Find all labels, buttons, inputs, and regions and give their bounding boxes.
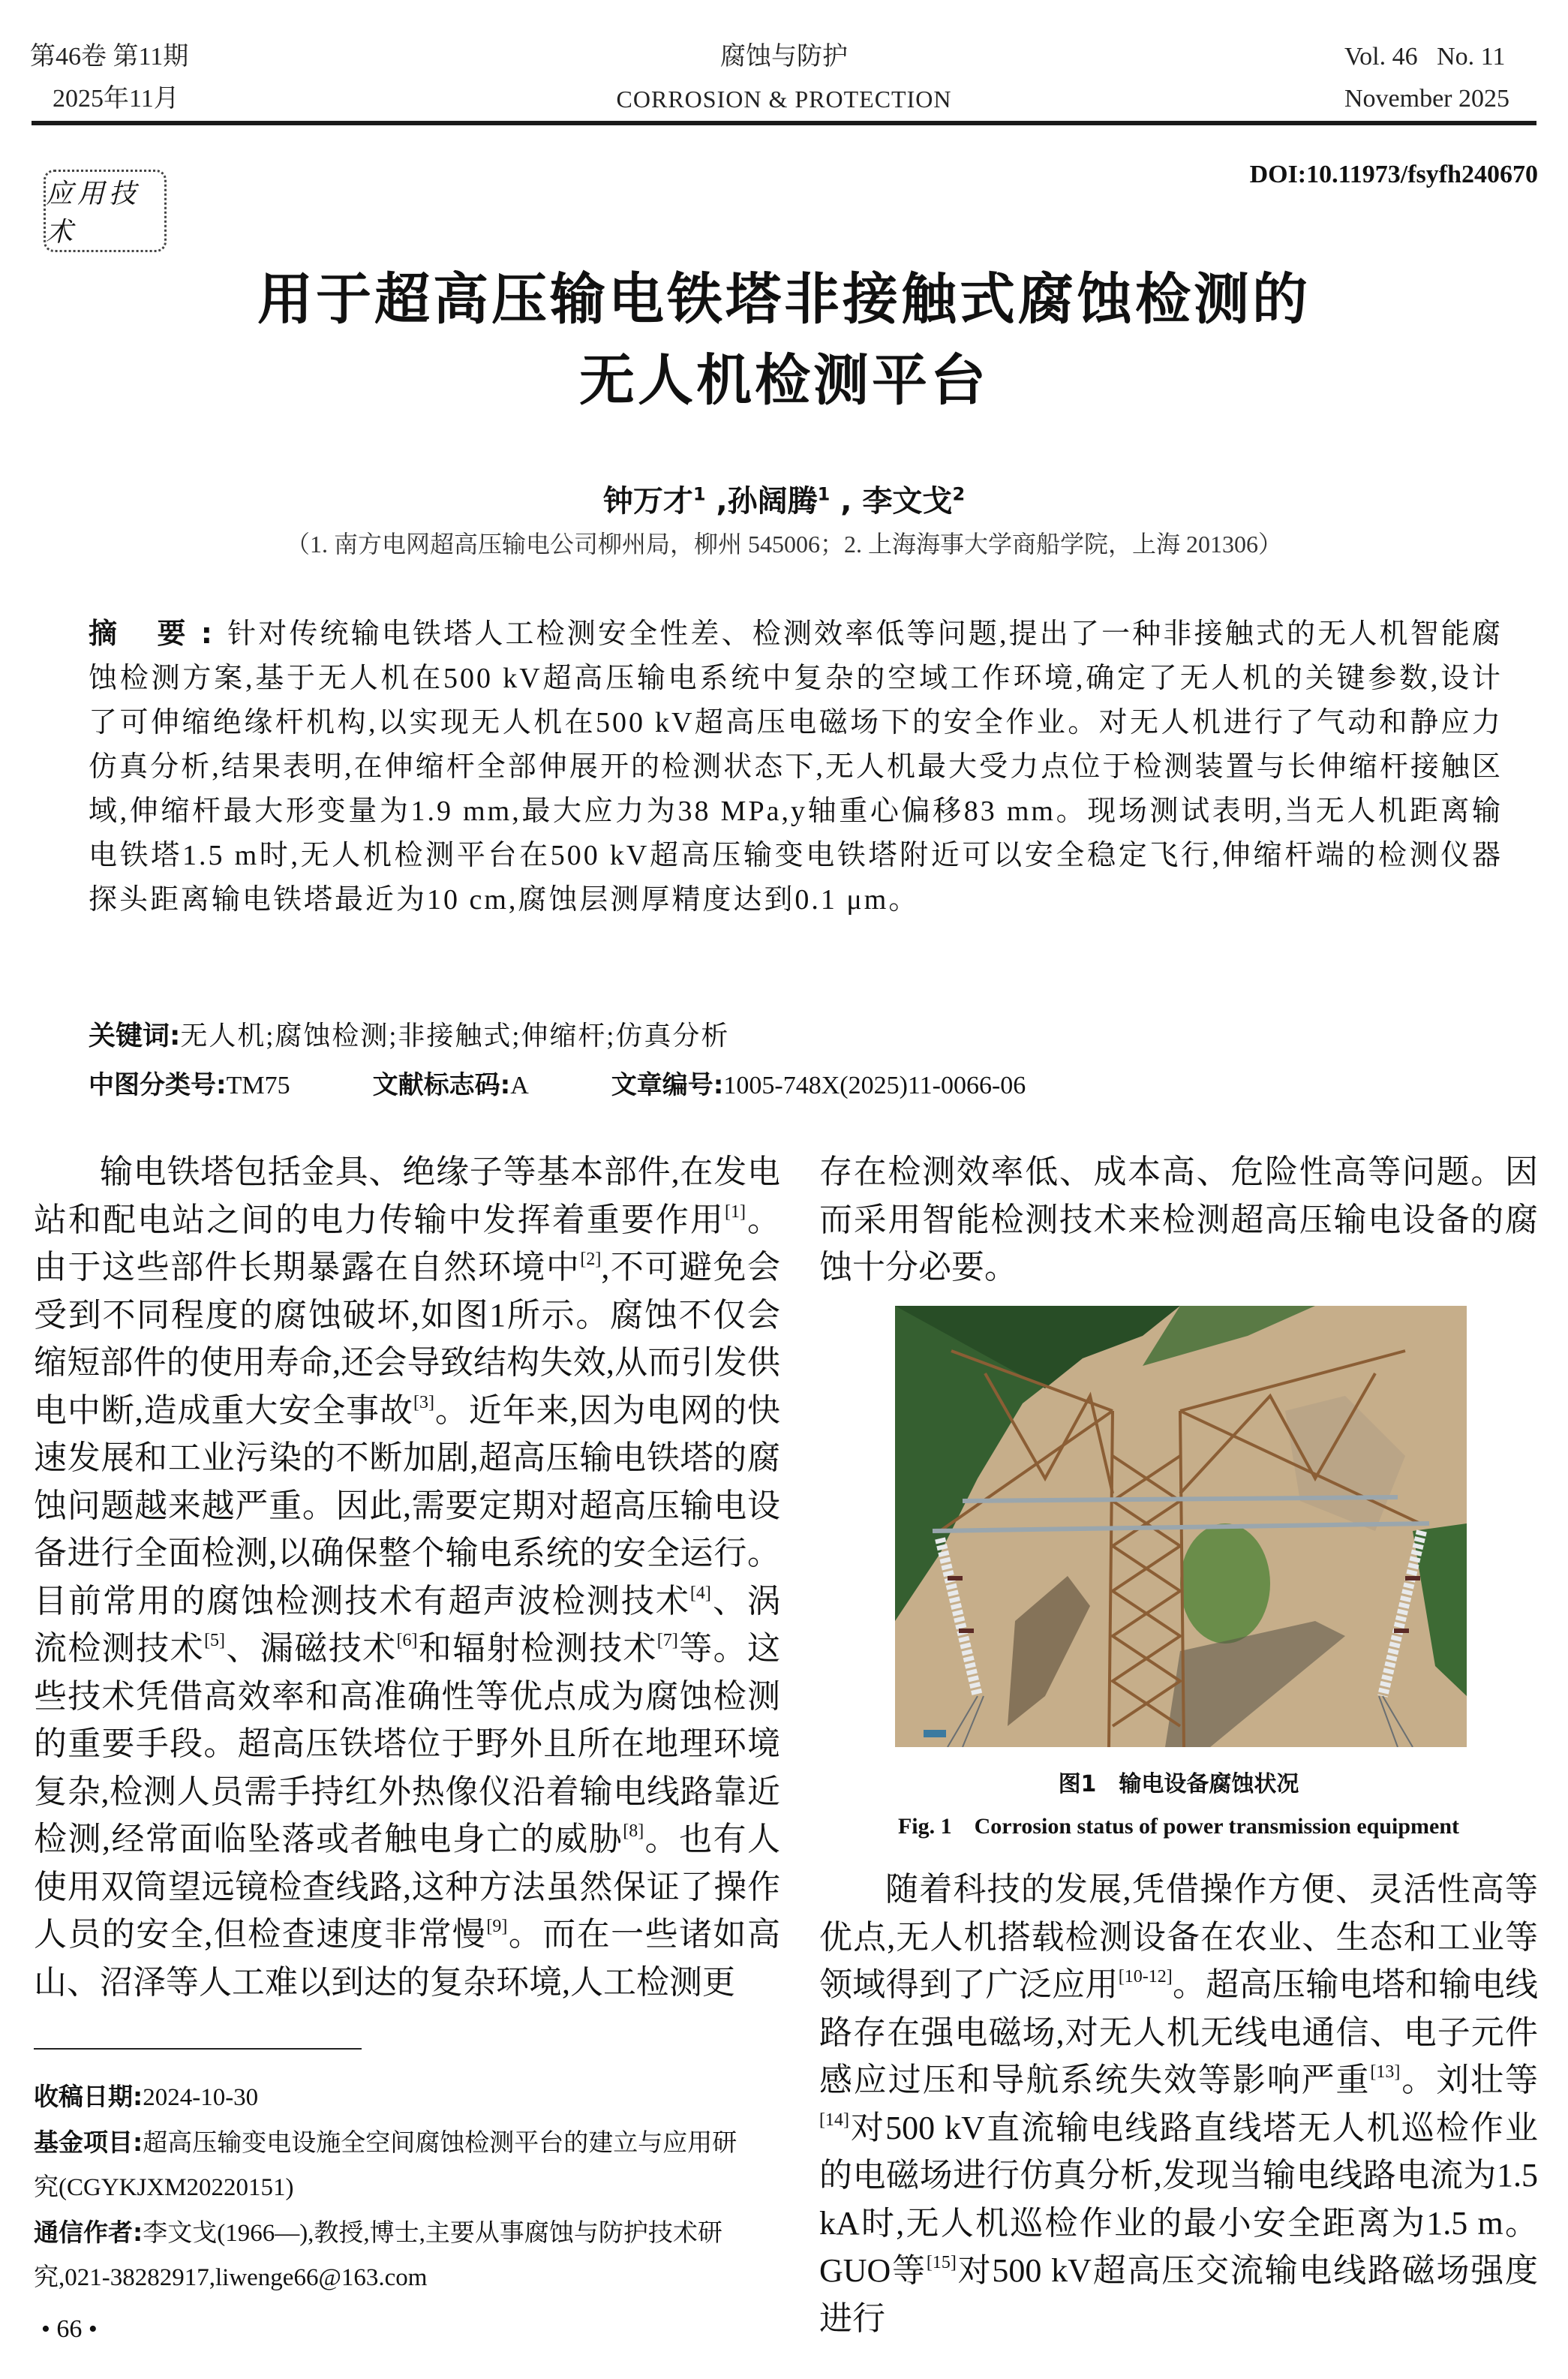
citation-link[interactable]: [3] bbox=[413, 1392, 434, 1412]
footnote-corresponding-author bbox=[34, 2210, 754, 2300]
keywords-text: 无人机;腐蚀检测;非接触式;伸缩杆;仿真分析 bbox=[180, 1021, 730, 1051]
date-cn: 2025年11月 bbox=[53, 85, 179, 113]
citation-link[interactable]: [15] bbox=[926, 2253, 957, 2272]
body-text: 等。这些技术凭借高效率和高准确性等优点成为腐蚀检测的重要手段。超高压铁塔位于野外且所在地理环境复杂,检测人员需手持红外热像仪沿着输电线路靠近检测,经常面临坠落或者触电身亡的威胁 bbox=[34, 1630, 781, 1857]
author-separator: , bbox=[705, 484, 728, 519]
footnotes bbox=[34, 2074, 754, 2300]
citation-link[interactable]: [2] bbox=[580, 1250, 602, 1269]
body-text: 输电铁塔包括金具、绝缘子等基本部件,在发电站和配电站之间的电力传输中发挥着重要作用 bbox=[34, 1153, 780, 1238]
volume-issue-en: Vol. 46 No. 11 bbox=[1344, 43, 1506, 71]
citation-link[interactable]: [9] bbox=[486, 1917, 508, 1936]
body-text: 。超高压输电塔和输电线路存在强电磁场,对无人机无线电通信、电子元件感应过压和导航系统失效等影响严重 bbox=[819, 1966, 1539, 2098]
author-separator: , bbox=[830, 484, 852, 519]
body-text: 、漏磁技术 bbox=[225, 1630, 397, 1667]
page-number: • 66 • bbox=[41, 2315, 98, 2343]
body-text: 。刘壮等 bbox=[1400, 2062, 1539, 2098]
body-text: 随着科技的发展,凭借操作方便、灵活性高等优点,无人机搭载检测设备在农业、生态和工业等领域得到了广泛应用 bbox=[819, 1871, 1538, 2003]
citation-link[interactable]: [10-12] bbox=[1118, 1967, 1173, 1987]
abstract bbox=[89, 612, 1503, 922]
author-name: 钟万才 bbox=[602, 484, 693, 519]
article-no-value: 1005-748X(2025)11-0066-06 bbox=[723, 1072, 1026, 1099]
citation-link[interactable]: [1] bbox=[724, 1202, 746, 1222]
body-text: 和辐射检测技术 bbox=[417, 1630, 657, 1667]
figure-1-image bbox=[895, 1306, 1467, 1747]
citation-link[interactable]: [13] bbox=[1370, 2062, 1401, 2082]
received-date: 2024-10-30 bbox=[143, 2084, 259, 2111]
fund-label: 基金项目: bbox=[34, 2128, 143, 2157]
doi-link[interactable]: DOI:10.11973/fsyfh240670 bbox=[1249, 161, 1538, 188]
abstract-text: 针对传统输电铁塔人工检测安全性差、检测效率低等问题,提出了一种非接触式的无人机智能腐蚀检测方案,基于无人机在500 kV超高压输电系统中复杂的空域工作环境,确定了无人机的关键参数,设计了可伸缩绝缘杆机构,以实现无人机在500 kV超高压电磁场下的安全作业。对无人机进行了气动和静应力仿真分析,结果表明,在伸缩杆全部伸展开的检测状态下,无人机最大受力点位于检测装置与长伸缩杆接触区域,伸缩杆最大形变量为1.9 mm,最大应力为38 MPa,y轴重心偏移83 mm。现场测试表明,当无人机距离输电铁塔1.5 m时,无人机检测平台在500 kV超高压输变电铁塔附近可以安全稳定飞行,伸缩杆端的检测仪器探头距离输电铁塔最近为10 cm,腐蚀层测厚精度达到0.1 μm。 bbox=[89, 618, 1503, 916]
author-name: 李文戈 bbox=[862, 484, 953, 519]
article-no-label: 文章编号: bbox=[611, 1070, 724, 1100]
footnote-received bbox=[34, 2074, 754, 2120]
citation-link[interactable]: [8] bbox=[623, 1821, 644, 1841]
journal-name bbox=[0, 36, 1568, 120]
body-text: 。近年来,因为电网的快速发展和工业污染的不断加剧,超高压输电铁塔的腐蚀问题越来越严重。因此,需要定期对超高压输电设备进行全面检测,以确保整个输电系统的安全运行。目前常用的腐蚀检测技术有超声波检测技术 bbox=[34, 1391, 781, 1620]
abstract-label: 摘 要: bbox=[89, 617, 227, 650]
keywords bbox=[89, 1015, 729, 1053]
footnote-divider bbox=[34, 2048, 362, 2050]
header-issue-info-en bbox=[1344, 36, 1509, 120]
body-paragraph bbox=[34, 1148, 780, 2006]
header-rule bbox=[32, 121, 1536, 125]
body-left-column bbox=[34, 1148, 780, 2006]
doc-code-label: 文献标志码: bbox=[372, 1070, 511, 1100]
body-text: 。而在一些诸如高山、沼泽等人工难以到达的复杂环境,人工检测更 bbox=[34, 1916, 781, 2001]
article-title-line-1: 用于超高压输电铁塔非接触式腐蚀检测的 bbox=[257, 267, 1311, 332]
author-name: 孙阔腾 bbox=[727, 484, 818, 519]
body-text: 。由于这些部件长期暴露在自然环境中 bbox=[34, 1201, 781, 1286]
body-text: ,不可避免会受到不同程度的腐蚀破坏,如图1所示。腐蚀不仅会缩短部件的使用寿命,还会导致结构失效,从而引发供电中断,造成重大安全事故 bbox=[34, 1249, 781, 1429]
figure-1-caption-en: Fig. 1 Corrosion status of power transmission equipment bbox=[897, 1814, 1460, 1839]
citation-link[interactable]: [14] bbox=[819, 2110, 849, 2130]
journal-name-cn: 腐蚀与防护 bbox=[720, 43, 848, 71]
body-text: 对500 kV超高压交流输电线路磁场强度进行 bbox=[819, 2252, 1538, 2337]
figure-1-caption-cn: 图1 输电设备腐蚀状况 bbox=[1058, 1771, 1299, 1797]
clc-label: 中图分类号: bbox=[89, 1070, 227, 1100]
fund-value: 超高压输变电设施全空间腐蚀检测平台的建立与应用研究(CGYKJXM20220151) bbox=[34, 2130, 737, 2201]
affiliations: （1. 南方电网超高压输电公司柳州局，柳州 545006；2. 上海海事大学商船学院，上海 201306） bbox=[285, 531, 1282, 558]
citation-link[interactable]: [6] bbox=[396, 1631, 418, 1650]
citation-link[interactable]: [7] bbox=[656, 1631, 678, 1650]
body-text: 对500 kV直流输电线路直线塔无人机巡检作业的电磁场进行仿真分析,发现当输电线路电流为1.5 kA时,无人机巡检作业的最小安全距离为1.5 m。GUO等 bbox=[819, 2109, 1538, 2289]
doc-code-value: A bbox=[510, 1072, 529, 1099]
body-right-column-bottom bbox=[819, 1866, 1538, 2342]
author-list bbox=[0, 477, 1568, 520]
author-affiliation-mark: 1 bbox=[692, 483, 706, 505]
body-paragraph: 存在检测效率低、成本高、危险性高等问题。因而采用智能检测技术来检测超高压输电设备的腐蚀十分必要。 bbox=[819, 1153, 1538, 1286]
volume-issue-cn: 第46卷 第11期 bbox=[30, 43, 189, 71]
body-right-column-top bbox=[819, 1148, 1538, 1292]
article-title-line-2: 无人机检测平台 bbox=[579, 348, 989, 413]
citation-link[interactable]: [4] bbox=[689, 1583, 711, 1603]
received-label: 收稿日期: bbox=[34, 2082, 143, 2111]
citation-link[interactable]: [5] bbox=[204, 1631, 226, 1650]
keywords-label: 关键词: bbox=[89, 1021, 181, 1051]
author-affiliation-mark: 2 bbox=[952, 483, 966, 505]
clc-value: TM75 bbox=[226, 1072, 290, 1099]
classification-info bbox=[89, 1064, 1108, 1101]
corr-author-value: 李文戈(1966—),教授,博士,主要从事腐蚀与防护技术研究,021-38282917,liwenge66@163.com bbox=[34, 2220, 722, 2291]
body-text: 。也有人使用双筒望远镜检查线路,这种方法虽然保证了操作人员的安全,但检查速度非常慢 bbox=[34, 1821, 781, 1953]
body-text: 、涡流检测技术 bbox=[34, 1582, 781, 1667]
section-badge: 应用技术 bbox=[44, 170, 167, 252]
body-paragraph bbox=[819, 1866, 1538, 2342]
footnote-fund bbox=[34, 2120, 754, 2210]
journal-name-en: CORROSION & PROTECTION bbox=[616, 86, 952, 113]
author-affiliation-mark: 1 bbox=[817, 483, 831, 505]
date-en: November 2025 bbox=[1344, 85, 1509, 113]
corr-author-label: 通信作者: bbox=[34, 2218, 143, 2247]
transmission-tower-photo bbox=[895, 1306, 1467, 1747]
